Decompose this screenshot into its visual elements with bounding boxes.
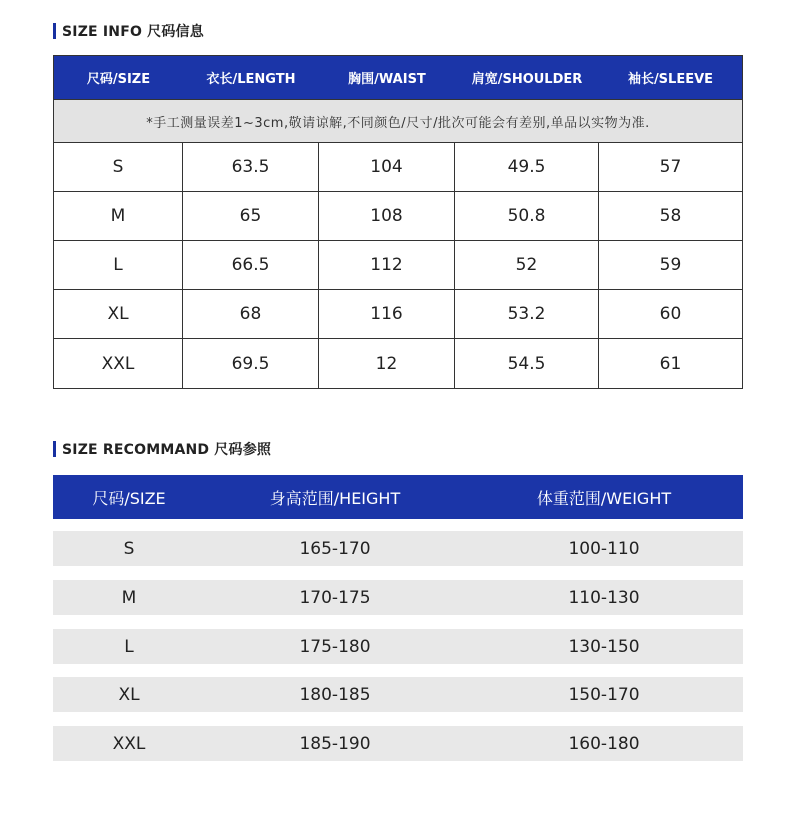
size-info-title: [53, 21, 204, 41]
cell-size: S: [54, 143, 183, 191]
cell-shoulder: 53.2: [455, 290, 599, 338]
table-row: [53, 580, 743, 615]
cell-sleeve: 60: [659, 304, 682, 324]
measurement-note: *手工测量误差1~3cm,敬请谅解,不同颜色/尺寸/批次可能会有差别,单品以实物为准.: [54, 100, 742, 143]
header-size: 尺码/SIZE: [86, 72, 151, 87]
cell-size: XXL: [54, 339, 183, 388]
cell-size: XL: [118, 684, 140, 705]
header-waist: 胸围/WAIST: [348, 72, 426, 87]
size-recommend-title-text: SIZE RECOMMAND 尺码参照: [62, 442, 272, 458]
header-size: 尺码/SIZE: [92, 488, 166, 508]
cell-weight: 110-130: [568, 587, 640, 608]
cell-length: 63.5: [183, 143, 319, 191]
cell-height: 165-170: [299, 538, 371, 559]
cell-height: 185-190: [299, 733, 371, 754]
cell-weight: 100-110: [568, 538, 640, 559]
cell-waist: 116: [319, 290, 455, 338]
cell-height: 175-180: [299, 636, 371, 657]
size-info-table: [53, 55, 743, 389]
table-row: [54, 290, 742, 339]
cell-sleeve: 58: [659, 206, 682, 226]
cell-weight: 160-180: [568, 733, 640, 754]
size-info-header-row: [54, 56, 742, 100]
table-row: [54, 241, 742, 290]
cell-sleeve: 59: [659, 255, 682, 275]
cell-sleeve: 57: [659, 157, 682, 177]
cell-shoulder: 52: [455, 241, 599, 289]
header-length: 衣长/LENGTH: [206, 72, 296, 87]
cell-size: XXL: [112, 733, 146, 754]
cell-sleeve: 61: [659, 353, 682, 374]
header-height: 身高范围/HEIGHT: [269, 488, 401, 508]
cell-height: 170-175: [299, 587, 371, 608]
cell-shoulder: 54.5: [455, 339, 599, 388]
cell-size: M: [54, 192, 183, 240]
table-row: [53, 629, 743, 664]
cell-weight: 130-150: [568, 636, 640, 657]
size-info-title-text: SIZE INFO 尺码信息: [62, 24, 204, 40]
header-shoulder: 肩宽/SHOULDER: [471, 72, 583, 87]
table-row: [54, 339, 742, 388]
cell-waist: 112: [319, 241, 455, 289]
table-row: [53, 726, 743, 761]
cell-waist: 12: [319, 339, 455, 388]
size-recommend-title: [53, 439, 271, 459]
cell-size: L: [124, 636, 134, 657]
header-weight: 体重范围/WEIGHT: [536, 488, 672, 508]
title-accent-bar: [53, 23, 56, 39]
cell-waist: 108: [319, 192, 455, 240]
table-row: [54, 143, 742, 192]
cell-length: 66.5: [183, 241, 319, 289]
header-sleeve: 袖长/SLEEVE: [627, 72, 714, 87]
cell-length: 65: [183, 192, 319, 240]
table-row: [54, 192, 742, 241]
table-row: [53, 531, 743, 566]
size-recommend-header-row: [53, 475, 743, 519]
cell-waist: 104: [319, 143, 455, 191]
cell-height: 180-185: [299, 684, 371, 705]
cell-shoulder: 49.5: [455, 143, 599, 191]
cell-size: M: [121, 587, 137, 608]
cell-length: 69.5: [183, 339, 319, 388]
cell-size: L: [54, 241, 183, 289]
title-accent-bar: [53, 441, 56, 457]
cell-size: XL: [54, 290, 183, 338]
table-row: [53, 677, 743, 712]
cell-size: S: [123, 538, 135, 559]
cell-length: 68: [183, 290, 319, 338]
cell-shoulder: 50.8: [455, 192, 599, 240]
cell-weight: 150-170: [568, 684, 640, 705]
